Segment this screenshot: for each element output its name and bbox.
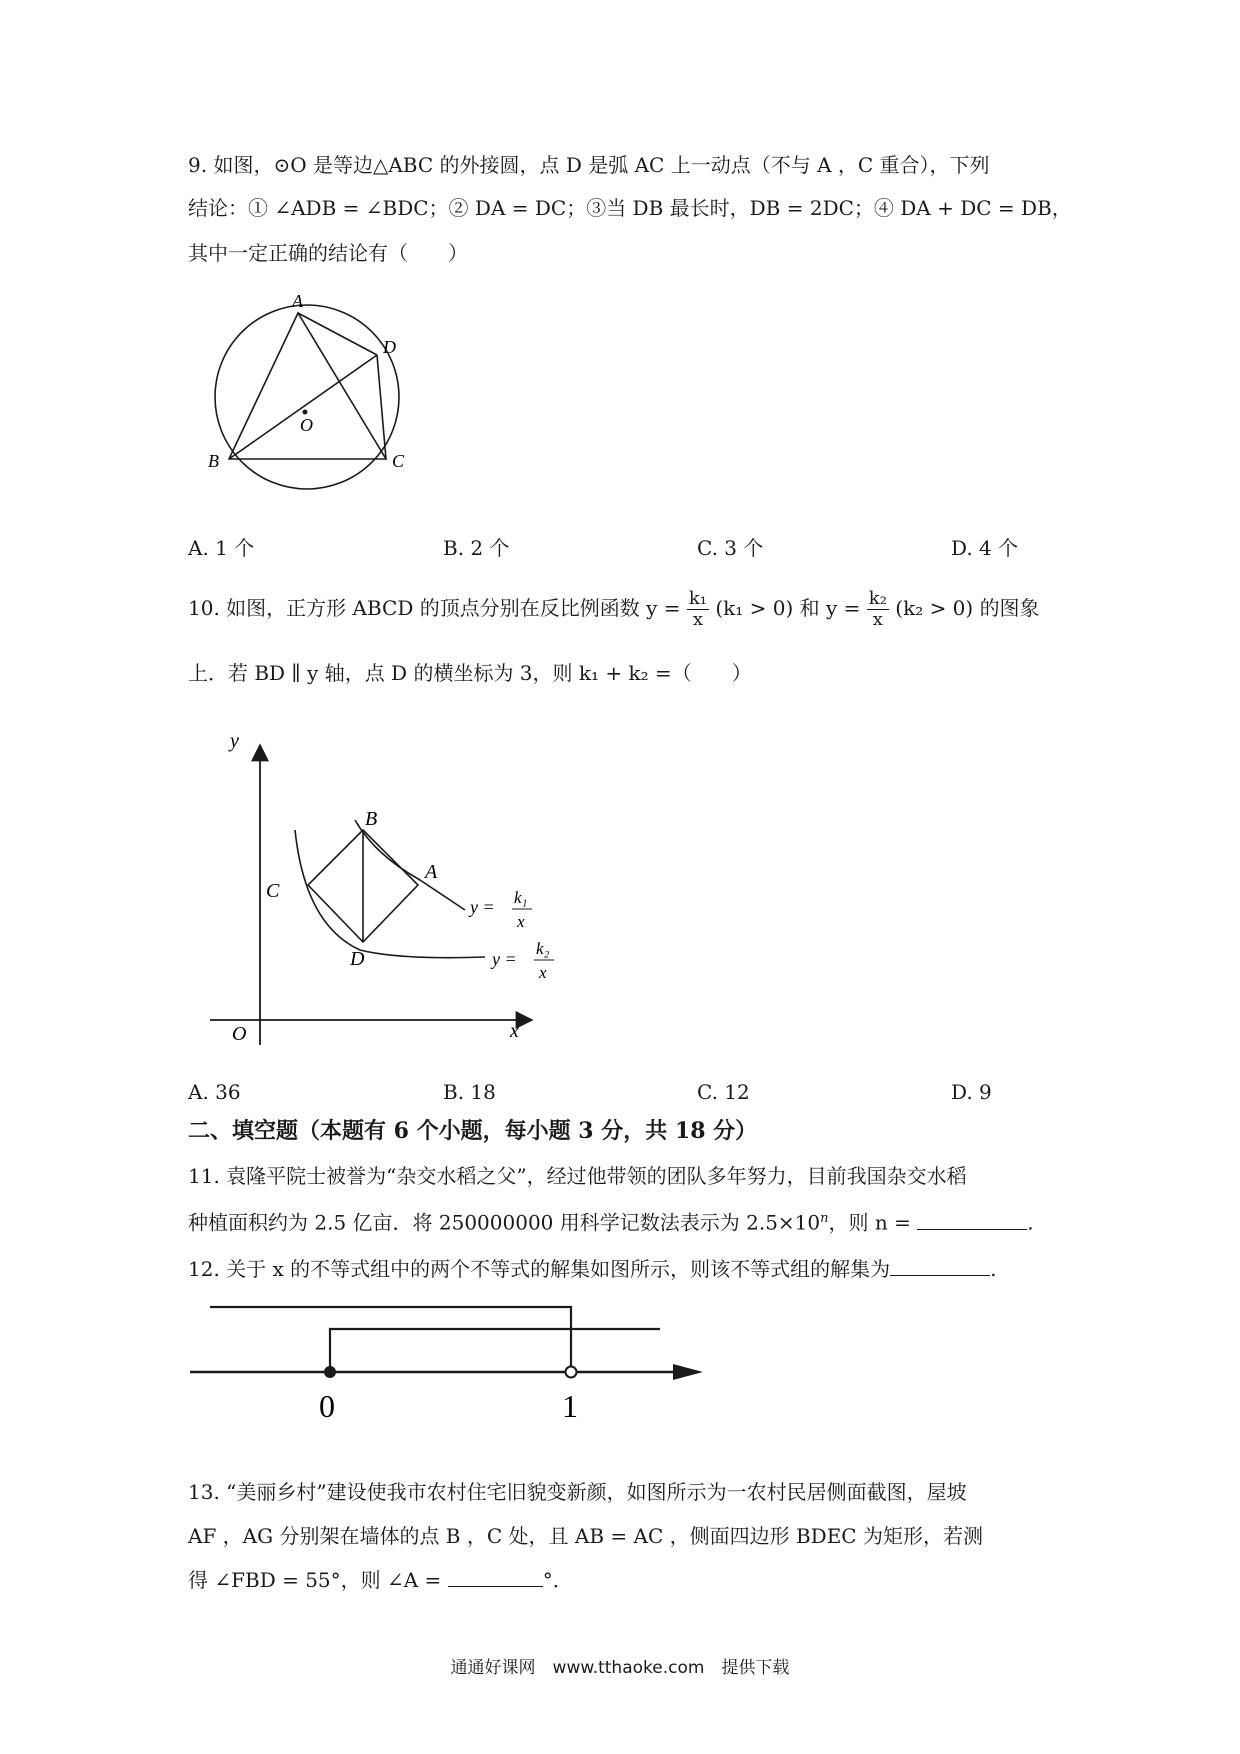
q9-line-1: 9. 如图，⊙O 是等边△ABC 的外接圆，点 D 是弧 AC 上一动点（不与 A ，C 重合），下列: [188, 153, 990, 177]
axis-x-label: x: [510, 1020, 519, 1042]
curve-2-numerator: k₂: [536, 939, 550, 958]
q10-line-2: 上．若 BD ∥ y 轴，点 D 的横坐标为 3，则 k₁ + k₂ =（ ）: [188, 661, 752, 685]
q10-option-a: A. 36: [188, 1080, 241, 1104]
q10-option-c: C. 12: [697, 1080, 750, 1104]
curve-1-denominator: x: [517, 912, 525, 931]
q11-line-2: [188, 1205, 1034, 1237]
q13-line-3: [188, 1566, 573, 1594]
center-point-o: [303, 410, 308, 415]
label-d: D: [383, 337, 396, 357]
section-2-heading: 二、填空题（本题有 6 个小题，每小题 3 分，共 18 分）: [188, 1118, 758, 1144]
label-b: B: [208, 451, 219, 471]
q9-option-c: C. 3 个: [697, 536, 764, 560]
q12-number-line-figure: [185, 1295, 710, 1425]
q10-condition-2: (k₂ > 0) 的图象: [895, 596, 1040, 620]
q13-line-3-post: °．: [542, 1568, 573, 1592]
q12-text-main: 12. 关于 x 的不等式组中的两个不等式的解集如图所示，则该不等式组的解集为: [188, 1257, 891, 1281]
q9-line-3: 其中一定正确的结论有（ ）: [188, 241, 468, 265]
q9-option-d: D. 4 个: [951, 536, 1019, 560]
q13-line-1: 13. “美丽乡村”建设使我市农村住宅旧貌变新颜，如图所示为一农村民居侧面截图，屋坡: [188, 1480, 967, 1504]
q10-coordinate-figure: [200, 725, 570, 1050]
q11-line-2-end: .: [1027, 1210, 1034, 1235]
q9-option-a: A. 1 个: [188, 536, 255, 560]
origin-label: O: [232, 1023, 247, 1045]
q11-line-2-post: ，则 n =: [828, 1210, 911, 1235]
curve-k2: [295, 830, 485, 958]
q9-line-2: 结论：① ∠ADB = ∠BDC；② DA = DC；③当 DB 最长时，DB = 2DC；④ DA + DC = DB，: [188, 196, 1072, 220]
point-b-label: B: [365, 808, 378, 830]
point-d-label: D: [350, 948, 365, 970]
q11-line-2-pre: 种植面积约为 2.5 亿亩．将 250000000 用科学记数法表示为 2.5×10: [188, 1210, 821, 1235]
q10-line-1: [188, 583, 1040, 633]
axis-y-label: y: [230, 730, 239, 752]
q10-option-b: B. 18: [443, 1080, 496, 1104]
point-c-label: C: [266, 880, 280, 902]
q11-line-1: 11. 袁隆平院士被誉为“杂交水稻之父”，经过他带领的团队多年努力，目前我国杂交水稻: [188, 1164, 967, 1188]
tick-label-1: 1: [562, 1388, 578, 1424]
curve-1-y: y =: [470, 897, 495, 917]
q10-fraction-1: $\frac{\text{k₁}}{x}$: [688, 588, 707, 630]
curve-2-y: y =: [492, 949, 517, 969]
segment-cd: [377, 355, 386, 459]
solution-set-2: [330, 1329, 660, 1372]
q10-prefix: 10. 如图，正方形 ABCD 的顶点分别在反比例函数 y =: [188, 596, 681, 620]
q12-text-end: .: [990, 1257, 997, 1281]
q12-answer-blank[interactable]: [890, 1255, 990, 1276]
q13-line-2: AF ，AG 分别架在墙体的点 B ，C 处，且 AB = AC ，侧面四边形 BDEC 为矩形，若测: [188, 1524, 983, 1548]
q13-line-3-pre: 得 ∠FBD = 55°，则 ∠A =: [188, 1568, 442, 1592]
curve-2-denominator: x: [539, 963, 547, 982]
q11-exponent: n: [820, 1211, 829, 1226]
q10-condition-1: (k₁ > 0) 和 y =: [715, 596, 861, 620]
label-a: A: [292, 291, 303, 311]
circumcircle: [215, 305, 399, 489]
q10-option-d: D. 9: [951, 1080, 992, 1104]
point-a-label: A: [425, 861, 438, 883]
q13-answer-blank[interactable]: [448, 1566, 543, 1587]
q12-text: [188, 1255, 997, 1283]
page-footer: 通通好课网 www.tthaoke.com 提供下载: [450, 1658, 790, 1678]
open-point-1: [566, 1367, 577, 1378]
closed-point-0: [324, 1366, 336, 1378]
curve-k1: [355, 820, 465, 910]
q9-circle-figure: [200, 285, 420, 510]
label-c: C: [392, 451, 405, 471]
q11-answer-blank[interactable]: [917, 1209, 1027, 1230]
curve-1-numerator: k₁: [514, 888, 528, 907]
label-o: O: [300, 415, 313, 435]
number-line-arrow: [673, 1364, 703, 1380]
solution-set-1: [210, 1307, 571, 1372]
triangle-abc: [229, 313, 386, 459]
q10-fraction-2: $\frac{\text{k₂}}{x}$: [868, 588, 887, 630]
q9-option-b: B. 2 个: [443, 536, 510, 560]
tick-label-0: 0: [319, 1388, 335, 1424]
